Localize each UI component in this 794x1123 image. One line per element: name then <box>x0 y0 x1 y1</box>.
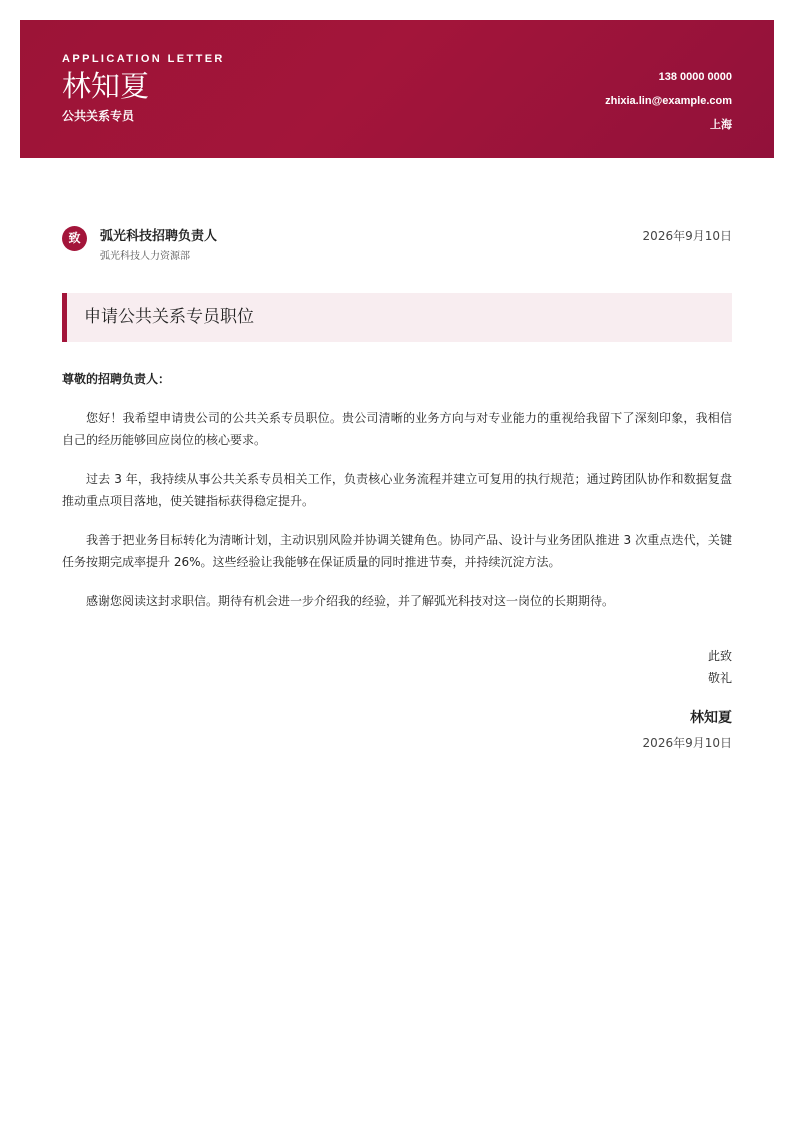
recipient-department: 弧光科技人力资源部 <box>100 251 190 262</box>
contact-city: 上海 <box>710 119 732 131</box>
paragraph: 我善于把业务目标转化为清晰计划，主动识别风险并协调关键角色。协同产品、设计与业务团队推进 3 次重点迭代，关键任务按期完成率提升 26%。这些经验让我能够在保证质量的同时推进节奏，并持续沉淀方法。 <box>62 533 732 569</box>
paragraph: 您好！我希望申请贵公司的公共关系专员职位。贵公司清晰的业务方向与对专业能力的重视给我留下了深刻印象，我相信自己的经历能够回应岗位的核心要求。 <box>62 411 732 447</box>
header-eyebrow: APPLICATION LETTER <box>62 53 225 65</box>
subject-title: 申请公共关系专员职位 <box>84 307 254 327</box>
contact-email: zhixia.lin@example.com <box>605 95 732 107</box>
letter-header <box>20 20 774 158</box>
paragraph: 过去 3 年，我持续从事公共关系专员相关工作，负责核心业务流程并建立可复用的执行规范；通过跨团队协作和数据复盘推动重点项目落地，使关键指标获得稳定提升。 <box>62 472 732 508</box>
letter-body <box>62 368 732 629</box>
closing-block <box>708 645 732 689</box>
signature-name: 林知夏 <box>690 710 732 726</box>
letter-date: 2026年9月10日 <box>642 229 732 243</box>
recipient-block <box>62 226 732 266</box>
contact-info <box>605 65 732 137</box>
applicant-name: 林知夏 <box>62 69 150 103</box>
closing-line-1: 此致 <box>707 649 732 663</box>
subject-banner <box>62 293 732 342</box>
recipient-badge: 致 <box>62 226 87 251</box>
applicant-role: 公共关系专员 <box>62 109 135 123</box>
paragraph: 感谢您阅读这封求职信。期待有机会进一步介绍我的经验，并了解弧光科技对这一岗位的长期期待。 <box>86 594 615 608</box>
recipient-name: 弧光科技招聘负责人 <box>100 229 218 244</box>
signature-date: 2026年9月10日 <box>642 736 732 750</box>
contact-phone: 138 0000 0000 <box>658 71 732 83</box>
closing-line-2: 敬礼 <box>707 671 732 685</box>
salutation: 尊敬的招聘负责人： <box>62 372 171 386</box>
